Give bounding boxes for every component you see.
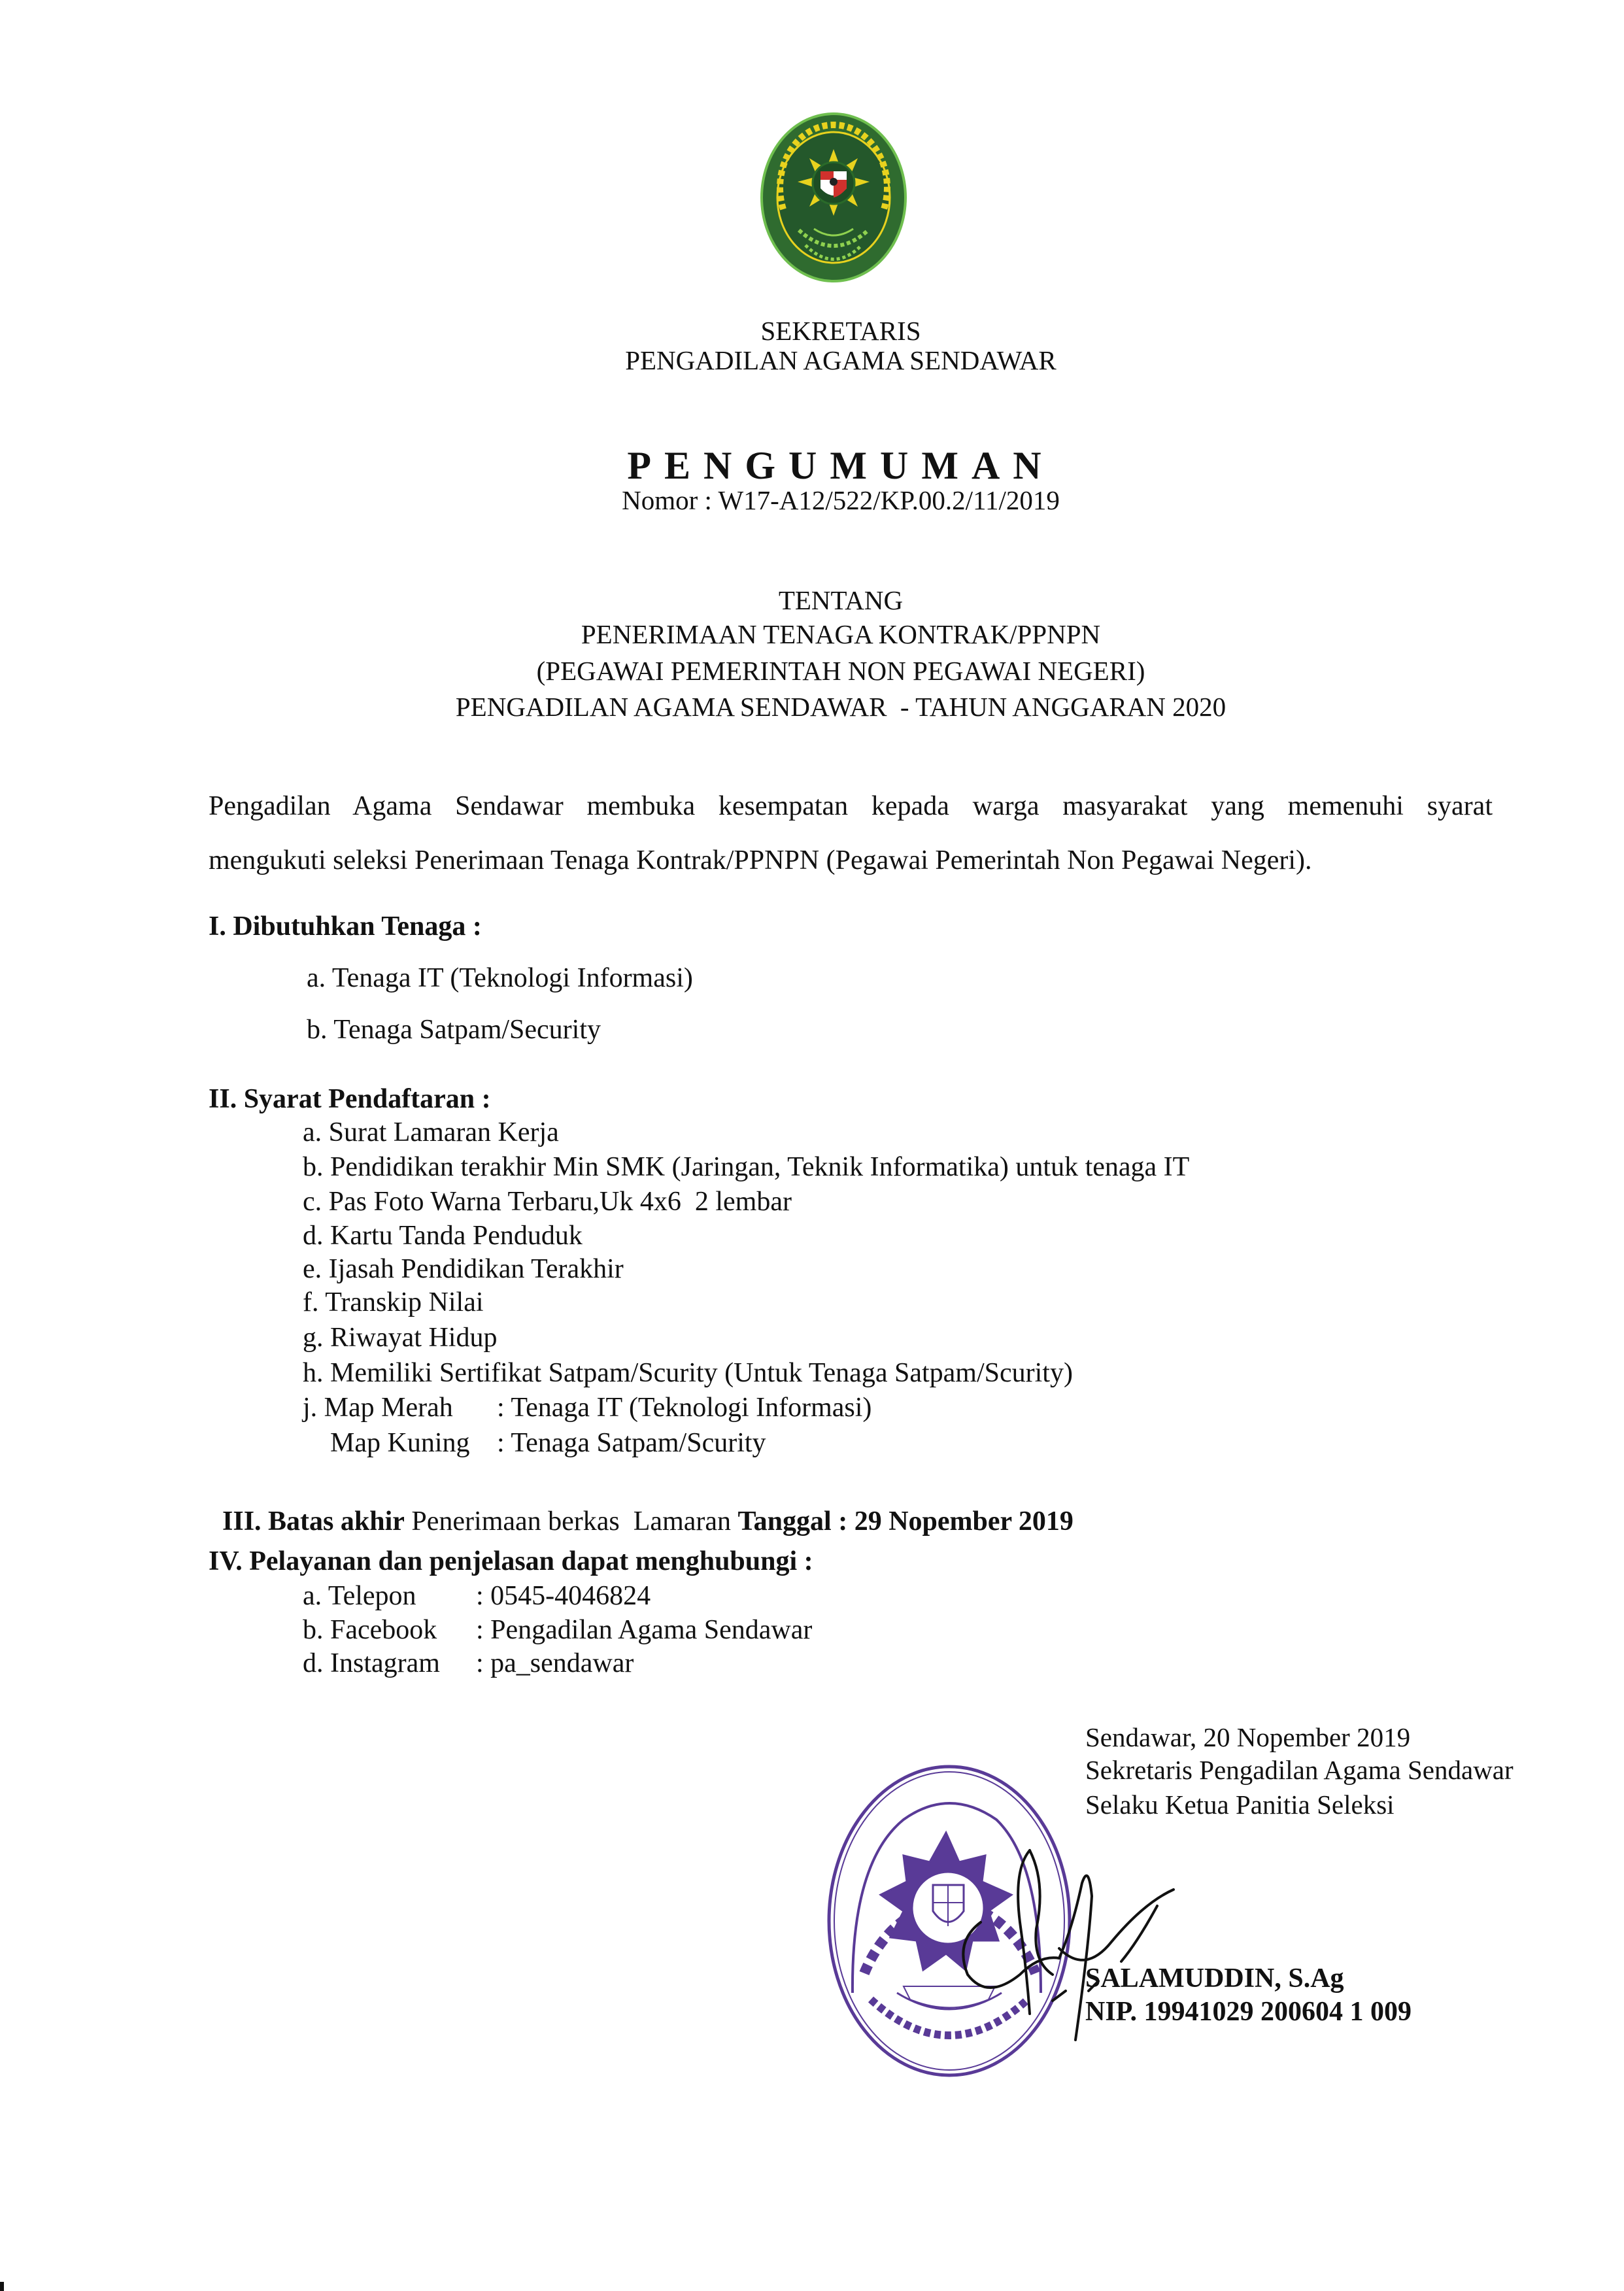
section-3-deadline bbox=[209, 1480, 1074, 1535]
deadline-label: III. Batas akhir bbox=[222, 1506, 405, 1536]
subject-line-3: PENGADILAN AGAMA SENDAWAR - TAHUN ANGGARAN 2020 bbox=[455, 692, 1226, 722]
intro-line-2: mengukuti seleksi Penerimaan Tenaga Kontrak/PPNPN (Pegawai Pemerintah Non Pegawai Negeri). bbox=[209, 845, 1312, 875]
subject-line-2: (PEGAWAI PEMERINTAH NON PEGAWAI NEGERI) bbox=[536, 656, 1145, 686]
contact-value-phone[interactable]: : 0545-4046824 bbox=[476, 1581, 651, 1611]
folder-value-red: : Tenaga IT (Teknologi Informasi) bbox=[497, 1393, 872, 1423]
contact-label-facebook: b. Facebook bbox=[303, 1615, 437, 1645]
section-2-item: h. Memiliki Sertifikat Satpam/Scurity (Untuk Tenaga Satpam/Scurity) bbox=[303, 1358, 1073, 1388]
signature-position-2: Selaku Ketua Panitia Seleksi bbox=[1085, 1790, 1395, 1820]
section-2-item: e. Ijasah Pendidikan Terakhir bbox=[303, 1254, 624, 1284]
court-emblem-icon bbox=[762, 114, 905, 281]
scan-edge-mark bbox=[0, 2282, 4, 2291]
section-1-item: a. Tenaga IT (Teknologi Informasi) bbox=[307, 963, 693, 993]
contact-label-phone: a. Telepon bbox=[303, 1581, 416, 1611]
signature-place-date: Sendawar, 20 Nopember 2019 bbox=[1085, 1722, 1411, 1752]
folder-label-yellow: Map Kuning bbox=[330, 1428, 470, 1458]
signatory-nip: NIP. 19941029 200604 1 009 bbox=[1085, 1997, 1412, 2027]
subject-line-1: PENERIMAAN TENAGA KONTRAK/PPNPN bbox=[581, 619, 1101, 649]
subject-label: TENTANG bbox=[778, 585, 904, 615]
document-title: PENGUMUMAN bbox=[627, 444, 1055, 487]
section-2-item: f. Transkip Nilai bbox=[303, 1287, 484, 1317]
contact-label-instagram: d. Instagram bbox=[303, 1648, 440, 1678]
section-2-item: c. Pas Foto Warna Terbaru,Uk 4x6 2 lembar bbox=[303, 1187, 792, 1217]
signature-position-1: Sekretaris Pengadilan Agama Sendawar bbox=[1085, 1755, 1514, 1785]
court-emblem-logo bbox=[758, 111, 909, 288]
section-2-item: d. Kartu Tanda Penduduk bbox=[303, 1221, 583, 1251]
header-sekretaris: SEKRETARIS bbox=[760, 316, 921, 346]
folder-value-yellow: : Tenaga Satpam/Scurity bbox=[497, 1428, 766, 1458]
contact-value-instagram[interactable]: : pa_sendawar bbox=[476, 1648, 634, 1678]
section-2-item: b. Pendidikan terakhir Min SMK (Jaringan, Teknik Informatika) untuk tenaga IT bbox=[303, 1152, 1190, 1182]
section-2-item: g. Riwayat Hidup bbox=[303, 1323, 498, 1353]
section-1-heading: I. Dibutuhkan Tenaga : bbox=[209, 911, 482, 942]
folder-label-red: j. Map Merah bbox=[303, 1393, 453, 1423]
section-1-item: b. Tenaga Satpam/Security bbox=[307, 1015, 601, 1045]
document-number: Nomor : W17-A12/522/KP.00.2/11/2019 bbox=[622, 485, 1060, 515]
header-institution: PENGADILAN AGAMA SENDAWAR bbox=[625, 345, 1057, 375]
intro-line-1: Pengadilan Agama Sendawar membuka kesempatan kepada warga masyarakat yang memenuhi syarat bbox=[209, 791, 1493, 821]
section-2-item: a. Surat Lamaran Kerja bbox=[303, 1117, 559, 1147]
deadline-date: Tanggal : 29 Nopember 2019 bbox=[737, 1506, 1074, 1536]
deadline-text: Penerimaan berkas Lamaran bbox=[404, 1506, 738, 1536]
signatory-name: SALAMUDDIN, S.Ag bbox=[1085, 1963, 1344, 1994]
contact-value-facebook[interactable]: : Pengadilan Agama Sendawar bbox=[476, 1615, 813, 1645]
section-4-heading: IV. Pelayanan dan penjelasan dapat menghubungi : bbox=[209, 1546, 813, 1576]
section-2-heading: II. Syarat Pendaftaran : bbox=[209, 1084, 491, 1114]
